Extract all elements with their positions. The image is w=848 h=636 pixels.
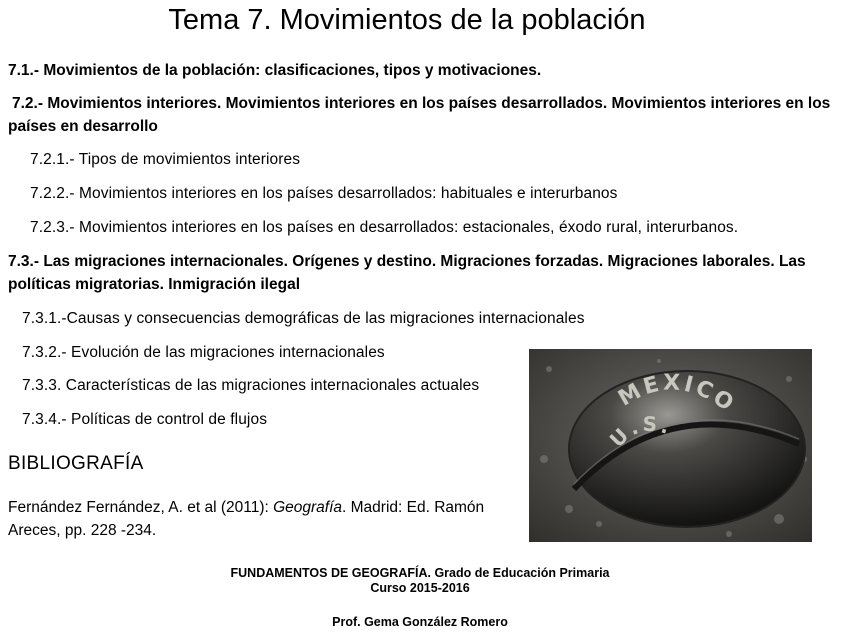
marker-text-bottom: U.S. (604, 411, 676, 452)
section-7-3-1: 7.3.1.-Causas y consecuencias demográficas de las migraciones internacionales (22, 310, 585, 327)
section-7-2-2: 7.2.2.- Movimientos interiores en los países desarrollados: habituales e interurbanos (30, 185, 618, 202)
section-7-3-3: 7.3.3. Características de las migraciones internacionales actuales (22, 377, 480, 394)
section-7-2-3: 7.2.3.- Movimientos interiores en los países en desarrollados: estacionales, éxodo rural, interurbanos. (30, 219, 739, 236)
border-marker-photo (529, 349, 812, 542)
bibliography-entry (8, 496, 488, 542)
footer-year: Curso 2015-2016 (370, 581, 470, 595)
section-7-1: 7.1.- Movimientos de la población: clasificaciones, tipos y motivaciones. (8, 62, 542, 79)
border-marker-illustration (529, 349, 812, 542)
bibliography-work: Geografía (273, 499, 343, 516)
section-7-3-4: 7.3.4.- Políticas de control de flujos (22, 411, 268, 428)
bibliography-heading: BIBLIOGRAFÍA (8, 453, 144, 474)
bibliography-authors: Fernández Fernández, A. et al (2011): (8, 499, 274, 516)
bibliography-publisher: . Madrid: Ed. Ramón Areces, pp. 228 -234. (8, 499, 485, 539)
marker-text-top: MEXICO (614, 370, 741, 419)
footer-professor: Prof. Gema González Romero (332, 615, 508, 629)
section-7-3-2: 7.3.2.- Evolución de las migraciones internacionales (22, 344, 385, 361)
page-title: Tema 7. Movimientos de la población (168, 4, 646, 36)
footer-course: FUNDAMENTOS DE GEOGRAFÍA. Grado de Educación Primaria (230, 566, 610, 580)
section-7-2-1: 7.2.1.- Tipos de movimientos interiores (30, 151, 301, 168)
section-7-3: 7.3.- Las migraciones internacionales. Orígenes y destino. Migraciones forzadas. Migraciones laborales. Las políticas migratorias. Inmigración ilegal (8, 253, 806, 293)
section-7-2: 7.2.- Movimientos interiores. Movimientos interiores en los países desarrollados. Movimientos interiores en los países en desarrollo (8, 95, 831, 135)
